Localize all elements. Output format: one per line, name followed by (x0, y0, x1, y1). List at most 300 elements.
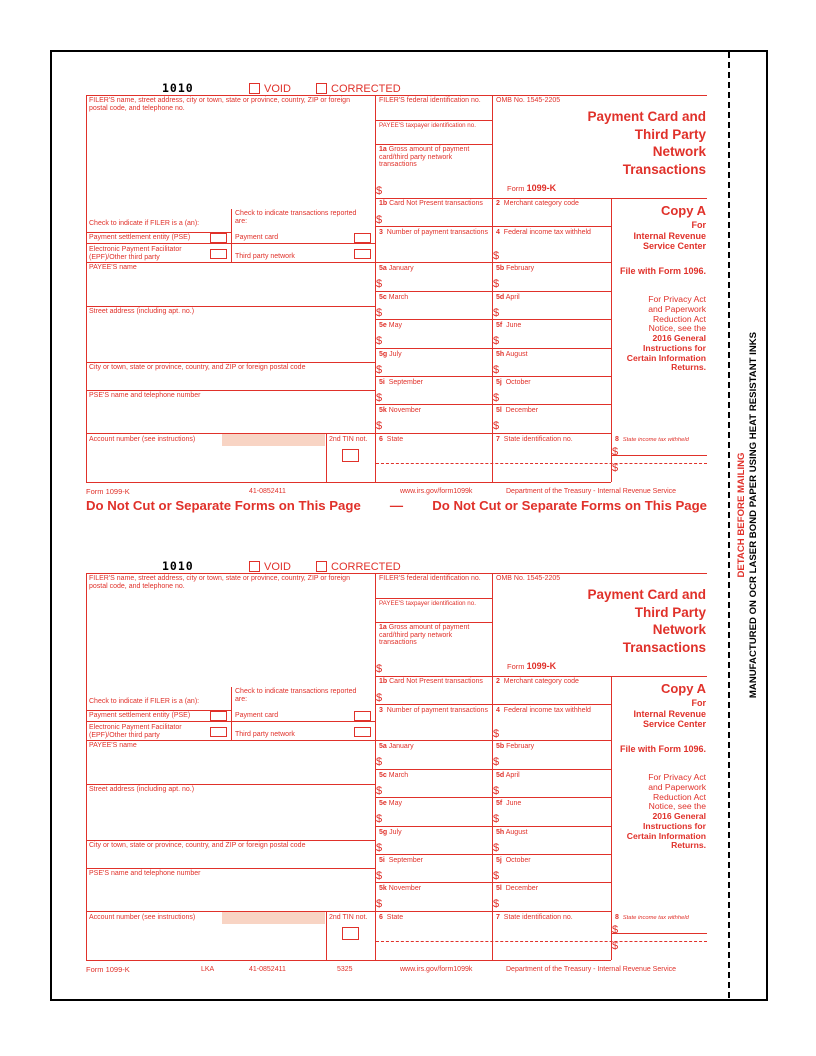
pse-checkbox[interactable] (210, 711, 227, 721)
footer-catalog-number: 41-0852411 (249, 966, 286, 973)
box-1a-label (379, 624, 489, 647)
box-5f-label (496, 322, 521, 330)
form-rule-line (376, 120, 492, 121)
form-element: Form (507, 662, 525, 671)
payee-tin-label: PAYEE'S taxpayer identification no. (379, 122, 476, 129)
form-rule-line (611, 199, 612, 482)
payee-tin-label: PAYEE'S taxpayer identification no. (379, 600, 476, 607)
third-party-network-label: Third party network (235, 253, 295, 260)
filer-name-label: FILER'S name, street address, city or town, state or province, country, ZIP or foreign postal code, and telephone no. (89, 575, 350, 590)
form-element: Service Center (642, 241, 706, 251)
box-5a-label (379, 743, 414, 751)
form-element: Reduction Act (652, 313, 706, 324)
form-element: 3 (379, 707, 383, 714)
box-5h-dollar: $ (493, 842, 500, 854)
form-element: 5d (496, 294, 505, 301)
box-4-dollar: $ (493, 728, 500, 740)
corrected-checkbox[interactable] (316, 561, 327, 572)
omb-number: OMB No. 1545-2205 (496, 575, 561, 582)
street-address-label: Street address (including apt. no.) (89, 308, 195, 315)
corrected-label: CORRECTED (331, 561, 401, 573)
form-element: 5i (379, 857, 385, 864)
form-element: 4 (496, 229, 500, 236)
box-5l-dollar: $ (493, 898, 500, 910)
form-element: Network (652, 144, 706, 159)
box-5d-label (496, 772, 520, 780)
form-rule-line (86, 95, 87, 482)
form-element: Network (652, 622, 706, 637)
box-5d-label (496, 294, 520, 302)
form-element: Merchant category code (503, 678, 579, 685)
box-5f-label (496, 800, 521, 808)
form-element: July (389, 829, 402, 836)
pse-checkbox[interactable] (210, 233, 227, 243)
form-element: February (506, 265, 535, 272)
footer-form-label: Form 1099-K (86, 965, 130, 974)
box-5e-label (379, 800, 402, 808)
omb-number: OMB No. 1545-2205 (496, 97, 561, 104)
form-rule-line (86, 573, 87, 960)
box-5k-dollar: $ (376, 898, 383, 910)
manufacture-notice: MANUFACTURED ON OCR LASER BOND PAPER USING HEAT RESISTANT INKS (748, 331, 759, 699)
form-element: and Paperwork (648, 781, 706, 792)
form-element: June (506, 322, 522, 329)
form-element: 8 (615, 436, 619, 443)
form-element: Returns. (671, 362, 706, 373)
form-element: August (505, 829, 528, 836)
box-5a-label (379, 265, 414, 273)
box-1a-label (379, 146, 489, 169)
box-5b-dollar: $ (493, 756, 500, 768)
form-element: Instructions for (642, 342, 706, 353)
form-element: Internal Revenue (633, 231, 706, 241)
epf-label: Electronic Payment Facilitator (EPF)/Other third party (89, 724, 182, 739)
privacy-notice (648, 773, 706, 812)
form-element: Federal income tax withheld (503, 229, 591, 236)
epf-checkbox[interactable] (210, 249, 227, 259)
box-8-label (615, 914, 689, 923)
form-element: Third Party (634, 604, 706, 620)
form-element: Reduction Act (652, 791, 706, 802)
form-element: 5e (379, 322, 387, 329)
form-element: State identification no. (503, 914, 573, 921)
box-5d-dollar: $ (493, 785, 500, 797)
form-element: State income tax withheld (622, 437, 689, 443)
copy-a-for: For (691, 698, 706, 708)
box-5a-dollar: $ (376, 756, 383, 768)
pse-name-label: PSE'S name and telephone number (89, 392, 201, 399)
form-element: April (505, 772, 520, 779)
form-rule-line (326, 911, 327, 960)
box-5k-label (379, 885, 421, 893)
payment-card-label: Payment card (235, 712, 279, 719)
form-rule-line (376, 463, 707, 464)
box-5j-dollar: $ (493, 870, 500, 882)
form-element: June (506, 800, 522, 807)
second-tin-label: 2nd TIN not. (329, 914, 368, 921)
form-element: 5a (379, 265, 387, 272)
form-element: November (388, 407, 422, 414)
form-element: 5k (379, 885, 387, 892)
box-5h-label (496, 351, 528, 359)
box-5j-label (496, 379, 531, 387)
form-rule-line (86, 243, 375, 244)
form-element: 2 (496, 200, 500, 207)
box-5c-dollar: $ (376, 307, 383, 319)
form-element: 2016 General (652, 333, 706, 343)
form-rule-line (611, 933, 707, 934)
box-8-dollar-1: $ (612, 446, 619, 458)
box-5b-label (496, 743, 534, 751)
form-element: 3 (379, 229, 383, 236)
box-1a-dollar: $ (376, 663, 383, 675)
account-number-label: Account number (see instructions) (89, 914, 196, 921)
form-rule-line (86, 95, 707, 96)
form-element: Transactions (622, 161, 706, 177)
form-element: 5g (379, 829, 388, 836)
side-margin-text (736, 285, 760, 745)
void-checkbox[interactable] (249, 83, 260, 94)
box-5l-dollar: $ (493, 420, 500, 432)
form-rule-line (376, 704, 611, 705)
form-rule-line (611, 455, 707, 456)
form-element: Notice, see the (648, 323, 706, 334)
form-element: 6 (379, 914, 383, 921)
box-5f-dollar: $ (493, 813, 500, 825)
epf-label: Electronic Payment Facilitator (EPF)/Other third party (89, 246, 182, 261)
box-5l-label (496, 407, 538, 415)
irs-center (633, 709, 706, 729)
form-element: Notice, see the (648, 801, 706, 812)
box-8-dollar-1: $ (612, 924, 619, 936)
form-element: 5h (496, 829, 505, 836)
form-title (587, 108, 706, 178)
box-1b-label (379, 200, 489, 208)
third-party-network-checkbox[interactable] (354, 249, 371, 259)
form-element: 7 (496, 436, 500, 443)
city-label: City or town, state or province, country, and ZIP or foreign postal code (89, 364, 306, 371)
form-element: 6 (379, 436, 383, 443)
form-name-label (507, 184, 556, 193)
form-rule-line (376, 826, 611, 827)
form-element: Transactions (622, 639, 706, 655)
third-party-network-label: Third party network (235, 731, 295, 738)
form-element: 5f (496, 800, 503, 807)
form-code: 1010 (162, 81, 194, 95)
form-element: 1a (379, 146, 387, 153)
form-rule-line (376, 404, 611, 405)
form-element: 5j (496, 379, 502, 386)
form-rule-line (376, 144, 492, 145)
form-rule-line (376, 854, 611, 855)
second-tin-checkbox[interactable] (342, 927, 359, 940)
box-4-label (496, 229, 606, 237)
form-element: For Privacy Act (648, 772, 706, 782)
form-rule-line (86, 960, 611, 961)
void-label: VOID (264, 561, 291, 573)
form-element: 2 (496, 678, 500, 685)
form-element: Certain Information (626, 830, 706, 841)
form-element: Federal income tax withheld (503, 707, 591, 714)
account-number-label: Account number (see instructions) (89, 436, 196, 443)
form-element: Service Center (642, 719, 706, 729)
form-element: 5c (379, 294, 387, 301)
box-5c-label (379, 294, 408, 302)
footer-catalog-number: 41-0852411 (249, 488, 286, 495)
form-element: 2016 General (652, 811, 706, 821)
form-element: Merchant category code (503, 200, 579, 207)
box-5e-label (379, 322, 402, 330)
box-5i-dollar: $ (376, 392, 383, 404)
form-rule-line (86, 911, 611, 912)
form-element: November (388, 885, 422, 892)
footer-lka: LKA (201, 966, 215, 973)
form-rule-line (611, 677, 612, 960)
box-1b-dollar: $ (376, 214, 383, 226)
box-5j-dollar: $ (493, 392, 500, 404)
box-8-label (615, 436, 689, 445)
file-with-1096: File with Form 1096. (619, 266, 706, 276)
box-8-dollar-2: $ (612, 462, 619, 474)
box-1a-dollar: $ (376, 185, 383, 197)
form-element: State (386, 436, 404, 443)
box-5e-dollar: $ (376, 335, 383, 347)
copy-a-title: Copy A (660, 681, 706, 696)
payment-card-checkbox[interactable] (354, 711, 371, 721)
filer-fin-label: FILER'S federal identification no. (379, 575, 481, 582)
box-8-dollar-2: $ (612, 940, 619, 952)
third-party-network-checkbox[interactable] (354, 727, 371, 737)
form-rule-line (376, 769, 611, 770)
void-checkbox[interactable] (249, 561, 260, 572)
second-tin-checkbox[interactable] (342, 449, 359, 462)
box-5h-label (496, 829, 528, 837)
box-5h-dollar: $ (493, 364, 500, 376)
form-element: 5d (496, 772, 505, 779)
form-element: March (388, 294, 409, 301)
box-3-label (379, 229, 489, 237)
form-element: 5b (496, 743, 505, 750)
form-element: 5e (379, 800, 387, 807)
form-element: 1b (379, 678, 388, 685)
form-element: Card Not Present transactions (389, 678, 483, 685)
filer-fin-label: FILER'S federal identification no. (379, 97, 481, 104)
form-element: 4 (496, 707, 500, 714)
form-element: Returns. (671, 840, 706, 851)
form-title (587, 586, 706, 656)
form-rule-line (231, 209, 232, 262)
privacy-notice (648, 295, 706, 334)
payment-card-label: Payment card (235, 234, 279, 241)
form-element: and Paperwork (648, 303, 706, 314)
form-rule-line (86, 721, 375, 722)
form-rule-line (86, 840, 375, 841)
form-element: 5l (496, 407, 502, 414)
second-tin-label: 2nd TIN not. (329, 436, 368, 443)
box-6-label (379, 914, 403, 922)
form-rule-line (376, 622, 492, 623)
payee-name-label: PAYEE'S name (89, 264, 137, 271)
box-5k-label (379, 407, 421, 415)
box-1b-label (379, 678, 489, 686)
form-code: 1010 (162, 559, 194, 573)
box-5i-label (379, 379, 423, 387)
detach-perforation-line (728, 52, 730, 998)
form-element: Number of payment transactions (386, 707, 488, 714)
form-rule-line (376, 319, 611, 320)
form-1099k-top (86, 81, 707, 526)
box-5d-dollar: $ (493, 307, 500, 319)
city-label: City or town, state or province, country, and ZIP or foreign postal code (89, 842, 306, 849)
form-element: October (505, 857, 531, 864)
form-element: Form (507, 184, 525, 193)
form-rule-line (376, 676, 707, 677)
box-6-label (379, 436, 403, 444)
form-rule-line (86, 306, 375, 307)
form-element: State (386, 914, 404, 921)
form-element: Instructions for (642, 820, 706, 831)
form-element: 5b (496, 265, 505, 272)
form-element: Gross amount of payment card/third party network transactions (379, 146, 470, 169)
form-element: 1099-K (526, 183, 557, 193)
form-rule-line (376, 198, 707, 199)
box-5g-label (379, 351, 402, 359)
form-1099k-bottom (86, 559, 707, 1004)
box-2-label (496, 678, 579, 686)
irs-center (633, 231, 706, 251)
instructions-reference (627, 812, 706, 851)
form-element: January (388, 743, 414, 750)
footer-department: Department of the Treasury - Internal Revenue Service (506, 966, 677, 973)
form-rule-line (86, 573, 707, 574)
corrected-checkbox[interactable] (316, 83, 327, 94)
form-rule-line (86, 482, 611, 483)
form-element: 5c (379, 772, 387, 779)
transaction-type-label: Check to indicate transactions reported are: (235, 210, 357, 225)
corrected-label: CORRECTED (331, 83, 401, 95)
box-5j-label (496, 857, 531, 865)
form-element: For Privacy Act (648, 294, 706, 304)
box-5f-dollar: $ (493, 335, 500, 347)
box-5g-label (379, 829, 402, 837)
form-element: September (388, 379, 423, 386)
box-4-dollar: $ (493, 250, 500, 262)
box-5c-dollar: $ (376, 785, 383, 797)
account-number-shading (222, 434, 325, 446)
form-element: October (505, 379, 531, 386)
form-element: 5h (496, 351, 505, 358)
footer-number: 5325 (337, 966, 353, 973)
box-7-label (496, 914, 573, 922)
form-element: 1099-K (526, 661, 557, 671)
box-7-label (496, 436, 573, 444)
epf-checkbox[interactable] (210, 727, 227, 737)
box-5b-label (496, 265, 534, 273)
detach-notice: DETACH BEFORE MAILING (736, 452, 747, 578)
form-element: 1b (379, 200, 388, 207)
form-rule-line (86, 390, 375, 391)
form-name-label (507, 662, 556, 671)
copy-a-for: For (691, 220, 706, 230)
transaction-type-label: Check to indicate transactions reported are: (235, 688, 357, 703)
box-5i-dollar: $ (376, 870, 383, 882)
form-rule-line (86, 362, 375, 363)
form-element: May (388, 322, 402, 329)
box-5k-dollar: $ (376, 420, 383, 432)
form-element: 8 (615, 914, 619, 921)
form-element: December (505, 407, 539, 414)
footer-department: Department of the Treasury - Internal Revenue Service (506, 488, 677, 495)
instructions-reference (627, 334, 706, 373)
form-element: July (389, 351, 402, 358)
form-element: Card Not Present transactions (389, 200, 483, 207)
form-element: Gross amount of payment card/third party network transactions (379, 624, 470, 647)
box-5g-dollar: $ (376, 364, 383, 376)
box-5c-label (379, 772, 408, 780)
pse-label: Payment settlement entity (PSE) (89, 712, 191, 719)
form-element: March (388, 772, 409, 779)
street-address-label: Street address (including apt. no.) (89, 786, 195, 793)
form-element: 1a (379, 624, 387, 631)
box-2-label (496, 200, 579, 208)
form-element: Third Party (634, 126, 706, 142)
box-3-label (379, 707, 489, 715)
form-element: Payment Card and (587, 587, 706, 602)
filer-type-label: Check to indicate if FILER is a (an): (89, 698, 200, 705)
form-rule-line (376, 376, 611, 377)
void-label: VOID (264, 83, 291, 95)
form-rule-line (231, 687, 232, 740)
box-4-label (496, 707, 606, 715)
pse-name-label: PSE'S name and telephone number (89, 870, 201, 877)
form-element: State income tax withheld (622, 915, 689, 921)
form-rule-line (376, 598, 492, 599)
box-5b-dollar: $ (493, 278, 500, 290)
form-element: August (505, 351, 528, 358)
form-element: 5f (496, 322, 503, 329)
file-with-1096: File with Form 1096. (619, 744, 706, 754)
form-rule-line (86, 868, 375, 869)
form-element: 5k (379, 407, 387, 414)
payee-name-label: PAYEE'S name (89, 742, 137, 749)
form-element: 5i (379, 379, 385, 386)
form-element: February (506, 743, 535, 750)
filer-type-label: Check to indicate if FILER is a (an): (89, 220, 200, 227)
form-element: January (388, 265, 414, 272)
form-rule-line (86, 262, 611, 263)
box-5e-dollar: $ (376, 813, 383, 825)
footer-form-label: Form 1099-K (86, 487, 130, 496)
form-rule-line (376, 882, 611, 883)
form-rule-line (376, 226, 611, 227)
payment-card-checkbox[interactable] (354, 233, 371, 243)
footer-irs-url: www.irs.gov/form1099k (400, 966, 473, 973)
form-element: May (388, 800, 402, 807)
form-element: Payment Card and (587, 109, 706, 124)
form-element: December (505, 885, 539, 892)
form-element: State identification no. (503, 436, 573, 443)
form-element: April (505, 294, 520, 301)
box-5i-label (379, 857, 423, 865)
form-element: 5j (496, 857, 502, 864)
form-element: Internal Revenue (633, 709, 706, 719)
form-rule-line (86, 433, 611, 434)
box-5g-dollar: $ (376, 842, 383, 854)
pse-label: Payment settlement entity (PSE) (89, 234, 191, 241)
form-rule-line (86, 740, 611, 741)
box-5a-dollar: $ (376, 278, 383, 290)
footer-irs-url: www.irs.gov/form1099k (400, 488, 473, 495)
